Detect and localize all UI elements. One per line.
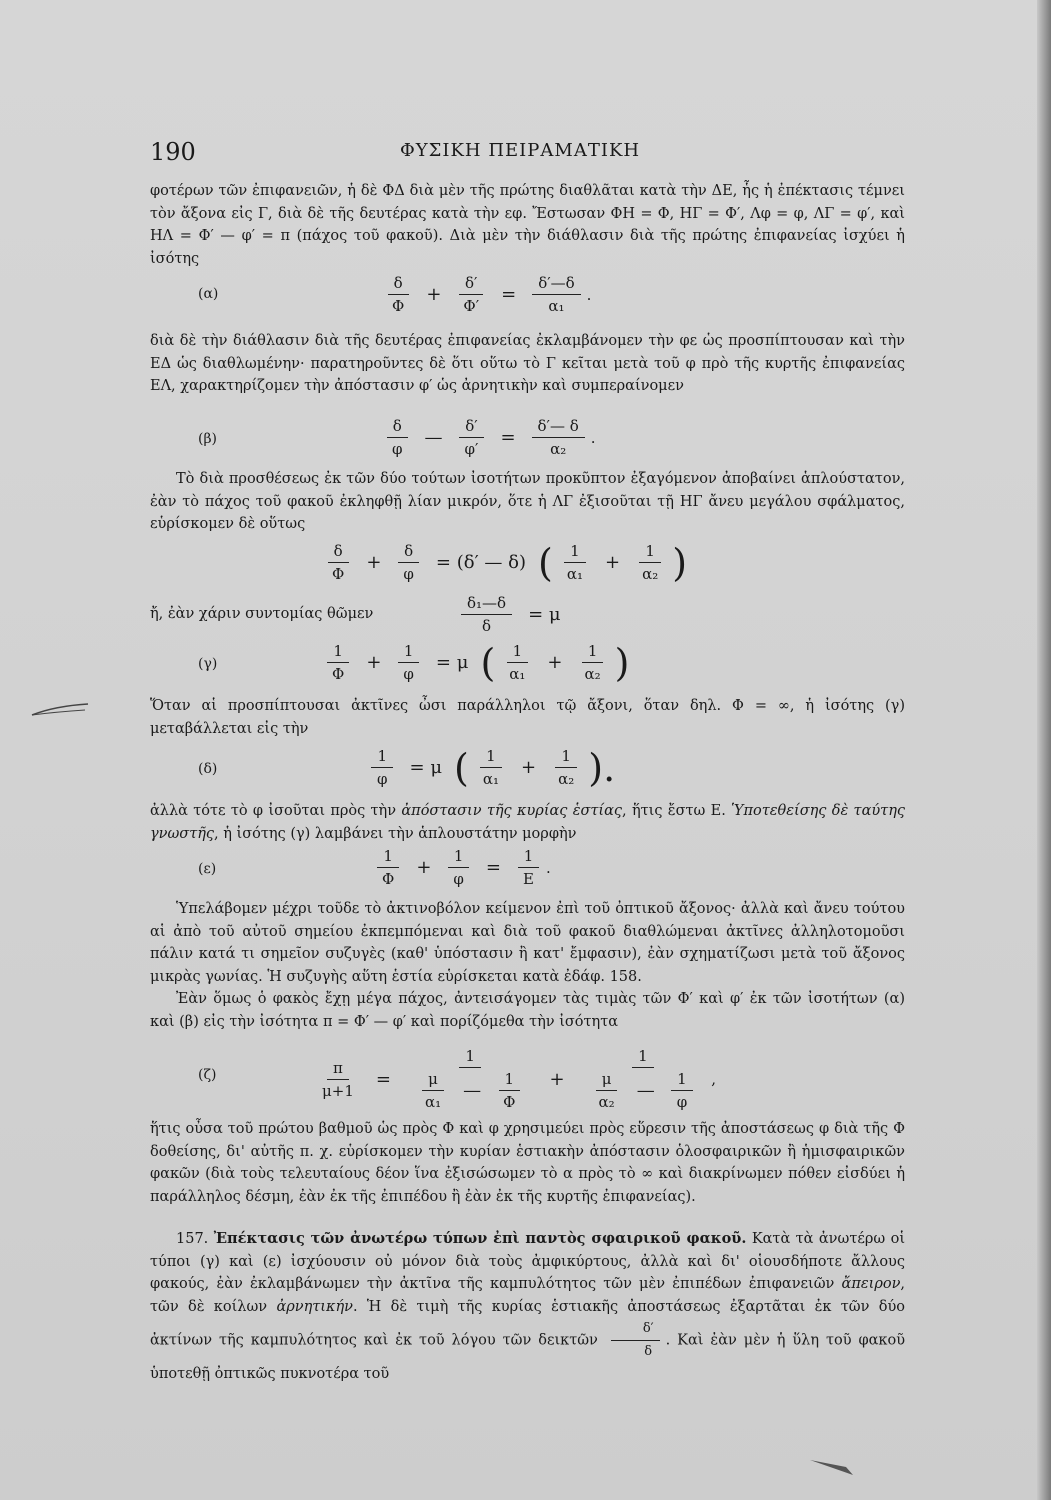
paragraph-6: ἀλλὰ τότε τὸ φ ἰσοῦται πρὸς τὴν ἀπόστασιν τῆς κυρίας ἑστίας, ἥτις ἔστω Ε. Ὑποτεθείσης δὲ ταύτης γνωστῆς, ἡ ἰσότης (γ) λαμβάνει τὴν ἁπλουστάτην μορφὴν xyxy=(150,803,906,842)
equation-a: (α) $\frac{\delta}{\Phi}$ + $\frac{\delta'}{\Phi'}$ = $\frac{\delta'—\delta}{\text{α₁}}$ . xyxy=(198,274,592,315)
margin-arrow-mark xyxy=(30,700,90,720)
page-number: 190 xyxy=(150,138,196,166)
equation-e: (ε) $\frac{1}{\Phi}$ + $\frac{1}{\varphi}$ = $\frac{1}{E}$ . xyxy=(198,847,551,888)
corner-smudge-mark xyxy=(808,1455,858,1480)
equation-g: (γ) $\frac{1}{\Phi}$ + $\frac{1}{\varphi}$ = μ ( $\frac{1}{\text{α₁}}$ + $\frac{1}{\text{α₂}}$ ) xyxy=(198,640,630,685)
section-title: Ἐπέκτασις τῶν ἀνωτέρω τύπων ἐπὶ παντὸς σφαιρικοῦ φακοῦ. xyxy=(213,1230,747,1247)
paragraph-7: Ὑπελάβομεν μέχρι τοῦδε τὸ ἀκτινοβόλον κείμενον ἐπὶ τοῦ ὀπτικοῦ ἄξονος· ἀλλὰ καὶ ἄνευ τούτου αἱ ἀπὸ τοῦ αὐτοῦ σημείου ἐκπεμπόμεναι καὶ διὰ τοῦ φακοῦ διαθλώμεναι ἀκτῖνες ἀλληλοτομοῦσι πάλιν κατά τι σημεῖον συζυγὲς (καθ' ὑπόστασιν ἢ κατ' ἔμφασιν), ἐὰν σχηματίζωσι μετὰ τοῦ ἄξονος μικρὰς γωνίας. Ἡ συζυγὴς αὕτη ἑστία εὑρίσκεται κατὰ ἐδάφ. 158. Ἐὰν ὅμως ὁ φακὸς ἔχῃ μέγα πάχος, ἀντεισάγομεν τὰς τιμὰς τῶν Φ′ καὶ φ′ ἐκ τῶν ἰσοτήτων (α) καὶ (β) εἰς τὴν ἰσότητα π = Φ′ — φ′ καὶ πορίζόμεθα τὴν ἰσότητα xyxy=(150,901,905,1030)
equation-d: (δ) $\frac{1}{\varphi}$ = μ ( $\frac{1}{\text{α₁}}$ + $\frac{1}{\text{α₂}}$ ). xyxy=(198,745,616,790)
paragraph-2: διὰ δὲ τὴν διάθλασιν διὰ τῆς δευτέρας ἐπιφανείας ἐκλαμβάνομεν τὴν φε ὡς προσπίπτουσαν καὶ τὴν ΕΔ ὡς διαθλωμένην· παρατηροῦντες δὲ ὅτι οὕτω τὸ Γ κεῖται μετὰ τοῦ φ πρὸ τῆς κυρτῆς ἐπιφανείας ΕΛ, χαρακτηρίζομεν τὴν ἀπόστασιν φ′ ὡς ἀρνητικὴν καὶ συμπεραίνομεν xyxy=(150,333,905,394)
paragraph-1: φοτέρων τῶν ἐπιφανειῶν, ἡ δὲ ΦΔ διὰ μὲν τῆς πρώτης διαθλᾶται κατὰ τὴν ΔΕ, ἧς ἡ ἐπέκτασις τέμνει τὸν ἄξονα εἰς Γ, διὰ δὲ τῆς δευτέρας κατὰ τὴν εφ. Ἔστωσαν ΦΗ = Φ, ΗΓ = Φ′, Λφ = φ, ΛΓ = φ′, καὶ ΗΛ = Φ′ — φ′ = π (πάχος τοῦ φακοῦ). Διὰ μὲν τὴν διάθλασιν διὰ τῆς πρώτης ἐπιφανείας ἰσχύει ἡ ἰσότης xyxy=(150,183,905,267)
mu-definition: ἤ, ἐὰν χάριν συντομίας θῶμεν $\frac{\text{δ₁—δ}}{\delta}$ = μ xyxy=(150,594,561,635)
equation-b: (β) $\frac{\delta}{\varphi}$ — $\frac{\delta'}{\varphi'}$ = $\frac{\delta'— \delta}{\text{α₂}}$ . xyxy=(198,417,596,458)
section-157: 157. Ἐπέκτασις τῶν ἀνωτέρω τύπων ἐπὶ παντὸς σφαιρικοῦ φακοῦ. Κατὰ τὰ ἀνωτέρω οἱ τύποι (γ) καὶ (ε) ἰσχύουσιν οὐ μόνον διὰ τοὺς ἀμφικύρτους, ἀλλὰ καὶ δι' οἱουσδήποτε ἄλλους φακούς, ἐὰν ἐκλαμβάνωμεν τὴν ἀκτῖνα τῆς καμπυλότητος τῶν μὲν ἐπιπέδων ἐπιφανειῶν ἄπειρον, τῶν δὲ κοίλων ἀρνητικήν. Ἡ δὲ τιμὴ τῆς κυρίας ἑστιακῆς ἀποστάσεως ἐξαρτᾶται ἐκ τῶν δύο ἀκτίνων τῆς καμπυλότητος καὶ ἐκ τοῦ λόγου τῶν δεικτῶν $\frac{\delta'}{\delta}$ . Καὶ ἐὰν μὲν ἡ ὕλη τοῦ φακοῦ ὑποτεθῇ ὀπτικῶς πυκνοτέρα τοῦ xyxy=(150,1230,906,1382)
paragraph-9: ἥτις οὖσα τοῦ πρώτου βαθμοῦ ὡς πρὸς Φ καὶ φ χρησιμεύει πρὸς εὕρεσιν τῆς ἀποστάσεως φ διὰ τῆς Φ δοθείσης, δι' αὐτῆς π. χ. εὑρίσκομεν τὴν κυρίαν ἑστιακὴν ἀπόστασιν ὁλοσφαιρικῶν ἢ ἡμισφαιρικῶν φακῶν (διὰ τοὺς τελευταίους δέον ἵνα ἐξισώσωμεν τὸ α πρὸς τὸ ∞ καὶ διακρίνωμεν πόθεν εἰσδύει ἡ παράλληλος δέσμη, ἐὰν ἐκ τῆς ἐπιπέδου ἢ ἐὰν ἐκ τῆς κυρτῆς ἐπιφανείας). xyxy=(150,1121,905,1205)
running-head: ΦΥΣΙΚΗ ΠΕΙΡΑΜΑΤΙΚΗ xyxy=(400,140,641,161)
paragraph-3: Τὸ διὰ προσθέσεως ἐκ τῶν δύο τούτων ἰσοτήτων προκῦπτον ἐξαγόμενον ἀποβαίνει ἁπλούστατον, ἐὰν τὸ πάχος τοῦ φακοῦ ἐκληφθῇ λίαν μικρόν, ὅτε ἡ ΛΓ ἐξισοῦται τῇ ΗΓ ἄνευ μεγάλου σφάλματος, εὑρίσκομεν δὲ οὕτως xyxy=(150,471,905,532)
equation-z: (ζ) $\frac{\pi}{\mu+1}$ = 1 $\frac{\mu}{\text{α₁}}$ — $\frac{1}{\Phi}$ + 1 $\frac{\mu}{\text{α₂}}$ — $\frac{1}{\varphi}$ , xyxy=(198,1047,716,1111)
page-edge-shadow xyxy=(1037,0,1051,1500)
page-header xyxy=(150,138,905,168)
equation-c: $\frac{\delta}{\Phi}$ + $\frac{\delta}{\varphi}$ = (δ′ — δ) ( $\frac{1}{\text{α₁}}$ + $\frac{1}{\text{α₂}}$ ) xyxy=(150,540,905,592)
paragraph-5: Ὅταν αἱ προσπίπτουσαι ἀκτῖνες ὦσι παράλληλοι τῷ ἄξονι, ὅταν δηλ. Φ = ∞, ἡ ἰσότης (γ) μεταβάλλεται εἰς τὴν xyxy=(150,698,905,737)
section-number: 157. xyxy=(176,1231,209,1247)
